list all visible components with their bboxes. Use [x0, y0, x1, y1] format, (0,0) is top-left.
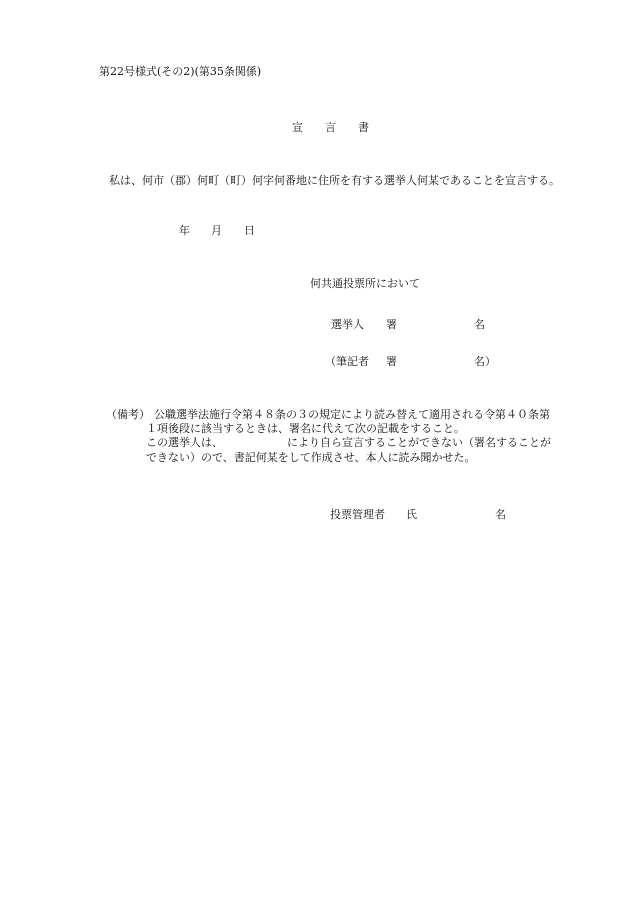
- date-month-label: 月: [211, 224, 222, 237]
- date-year-label: 年: [179, 224, 190, 237]
- document-title: 宣 言 書: [292, 121, 369, 134]
- scribe-name-label: 名）: [474, 355, 496, 368]
- remarks-heading: （備考）: [106, 408, 150, 421]
- scribe-sign-label: 署: [386, 355, 397, 368]
- remarks-line-3a: この選挙人は、: [146, 436, 223, 449]
- voter-name-label: 名: [474, 318, 485, 331]
- scribe-label: （筆記者: [325, 355, 369, 368]
- remarks-line-4: できない）ので、書記何某をして作成させ、本人に読み聞かせた。: [146, 451, 476, 464]
- voter-label: 選挙人: [331, 318, 364, 331]
- form-number: 第22号様式(その2)(第35条関係): [99, 65, 262, 78]
- date-day-label: 日: [244, 224, 255, 237]
- manager-name-label: 名: [495, 508, 506, 521]
- remarks-line-1: 公職選挙法施行令第４８条の３の規定により読み替えて適用される令第４０条第: [154, 408, 550, 421]
- manager-surname-label: 氏: [406, 508, 417, 521]
- remarks-line-2: １項後段に該当するときは、署名に代えて次の記載をすること。: [146, 422, 465, 435]
- remarks-line-3b: により自ら宣言することができない（署名することが: [287, 436, 551, 449]
- polling-place: 何共通投票所において: [310, 277, 420, 290]
- manager-label: 投票管理者: [330, 508, 385, 521]
- declaration-statement: 私は、何市（郡）何町（町）何字何番地に住所を有する選挙人何某であることを宣言する。: [109, 174, 560, 187]
- voter-sign-label: 署: [386, 318, 397, 331]
